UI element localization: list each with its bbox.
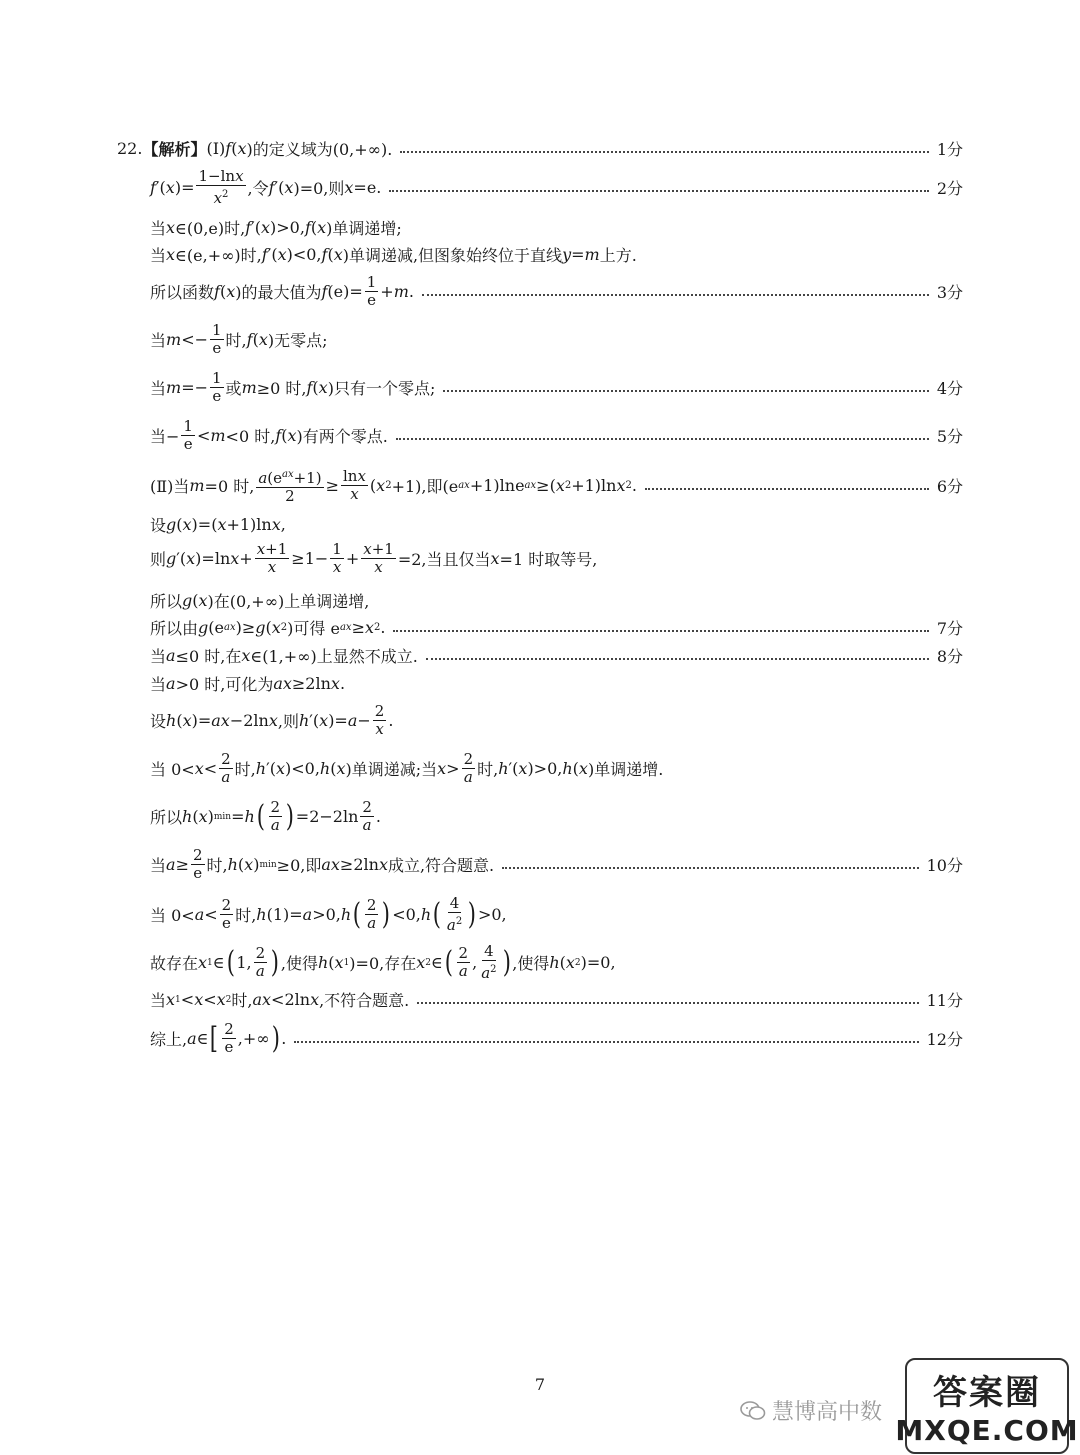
score-label: 2分 (936, 179, 963, 198)
solution-line: 当 0< a < $\frac{2}{e}$ 时, h (1)= a >0, h ( $\frac{2}{a}$ ) <0, h ( $\frac{4}{a^2}$ ) >0, (150, 894, 507, 934)
solution-line: 当 m <− $\frac{1}{e}$ 时, f ( x )无零点; (150, 321, 328, 357)
solution-line: 当− $\frac{1}{e}$ < m <0 时, f ( x )有两个零点. 5分 (150, 417, 963, 453)
watermark-logo-domain: MXQE.COM (895, 1414, 1079, 1447)
score-label: 8分 (936, 647, 963, 666)
dot-leader (502, 866, 918, 869)
solution-line: 当 a ≥ $\frac{2}{e}$ 时, h ( x ) min ≥0,即 ax ≥2ln x 成立,符合题意. 10分 (150, 846, 963, 882)
solution-line: 所以函数 f ( x )的最大值为 f (e)= $\frac{1}{e}$ + m . 3分 (150, 273, 963, 309)
solution-line: 当 x 1 < x < x 2 时, ax <2ln x ,不符合题意. 11分 (150, 990, 963, 1010)
solution-line: 设 h ( x )= ax −2ln x ,则 h ′( x )= a − $\frac{2}{x}$ . (150, 702, 394, 738)
problem-number: 22. (117, 139, 143, 158)
score-label: 11分 (926, 991, 963, 1010)
solution-line: 当 a >0 时,可化为 ax ≥2ln x . (150, 674, 346, 694)
solution-line: 所以 g ( x )在(0,+∞)上单调递增, (150, 591, 370, 611)
page-number: 7 (534, 1375, 546, 1394)
dot-leader (426, 657, 929, 660)
solution-line: (Ⅱ)当 m =0 时, $\frac{a(e^{ax}+1)}{2}$ ≥ $\frac{\ln x}{x}$ ( x 2 +1),即(e ax +1)lne ax ≥( x 2 +1)ln x 2 . 6分 (150, 467, 963, 505)
score-label: 12分 (926, 1030, 963, 1049)
dot-leader (400, 150, 929, 153)
watermark-account-name: 慧博高中数 (772, 1400, 883, 1425)
dot-leader (443, 389, 928, 392)
solution-line: 故存在 x 1 ∈ ( 1, $\frac{2}{a}$ ) ,使得 h ( x 1 )=0,存在 x 2 ∈ ( $\frac{2}{a}$ , $\frac{4}{a^2}$ ) ,使得 h ( x 2 )=0, (150, 942, 616, 982)
score-label: 7分 (936, 619, 963, 638)
dot-leader (389, 189, 928, 192)
score-label: 3分 (936, 283, 963, 302)
watermark-account (740, 1395, 882, 1426)
watermark-logo-title: 答案圈 (933, 1373, 1041, 1413)
dot-leader (422, 293, 929, 296)
score-label: 6分 (936, 477, 963, 496)
solution-line: 当 a ≤0 时,在 x ∈(1,+∞)上显然不成立. 8分 (150, 646, 963, 666)
solution-tag: 【解析】 (142, 140, 207, 159)
solution-line: 所以 h ( x ) min = h ( $\frac{2}{a}$ ) =2−2ln $\frac{2}{a}$ . (150, 798, 382, 834)
score-label: 4分 (936, 379, 963, 398)
dot-leader (645, 487, 929, 490)
watermark-logo (895, 1358, 1079, 1454)
score-label: 1分 (936, 140, 963, 159)
solution-line: f ′( x )= $\frac{1-\ln x}{x^2}$ ,令 f ′( x )=0,则 x =e. 2分 (150, 167, 963, 207)
dot-leader (417, 1001, 918, 1004)
dot-leader (396, 437, 929, 440)
solution-line: 当 m =− $\frac{1}{e}$ 或 m ≥0 时, f ( x )只有一个零点; 4分 (150, 369, 963, 405)
solution-line: 当 x ∈(0,e)时, f ′( x )>0, f ( x )单调递增; (150, 218, 402, 238)
score-label: 5分 (936, 427, 963, 446)
solution-line: 当 x ∈(e,+∞)时, f ′( x )<0, f ( x )单调递减,但图象始终位于直线 y = m 上方. (150, 245, 637, 265)
solution-line: 22. 【解析】 (Ⅰ) f ( x )的定义域为(0,+∞). 1分 (117, 139, 963, 159)
dot-leader (294, 1040, 918, 1043)
solution-line: 则 g ′( x )=ln x + $\frac{x+1}{x}$ ≥1− $\frac{1}{x}$ + $\frac{x+1}{x}$ =2,当且仅当 x =1 时取等号, (150, 540, 598, 576)
wechat-icon (740, 1401, 766, 1421)
score-label: 10分 (926, 856, 963, 875)
solution-line: 综上, a ∈ [ $\frac{2}{e}$ ,+∞ ) . 12分 (150, 1020, 963, 1056)
solution-line: 当 0< x < $\frac{2}{a}$ 时, h ′( x )<0, h ( x )单调递减;当 x > $\frac{2}{a}$ 时, h ′( x )>0, h ( x )单调递增. (150, 750, 664, 786)
solution-line: 所以由 g (e ax )≥ g ( x 2 )可得 e ax ≥ x 2 . 7分 (150, 618, 963, 638)
solution-line: 设 g ( x )=( x +1)ln x , (150, 515, 286, 535)
dot-leader (393, 629, 928, 632)
